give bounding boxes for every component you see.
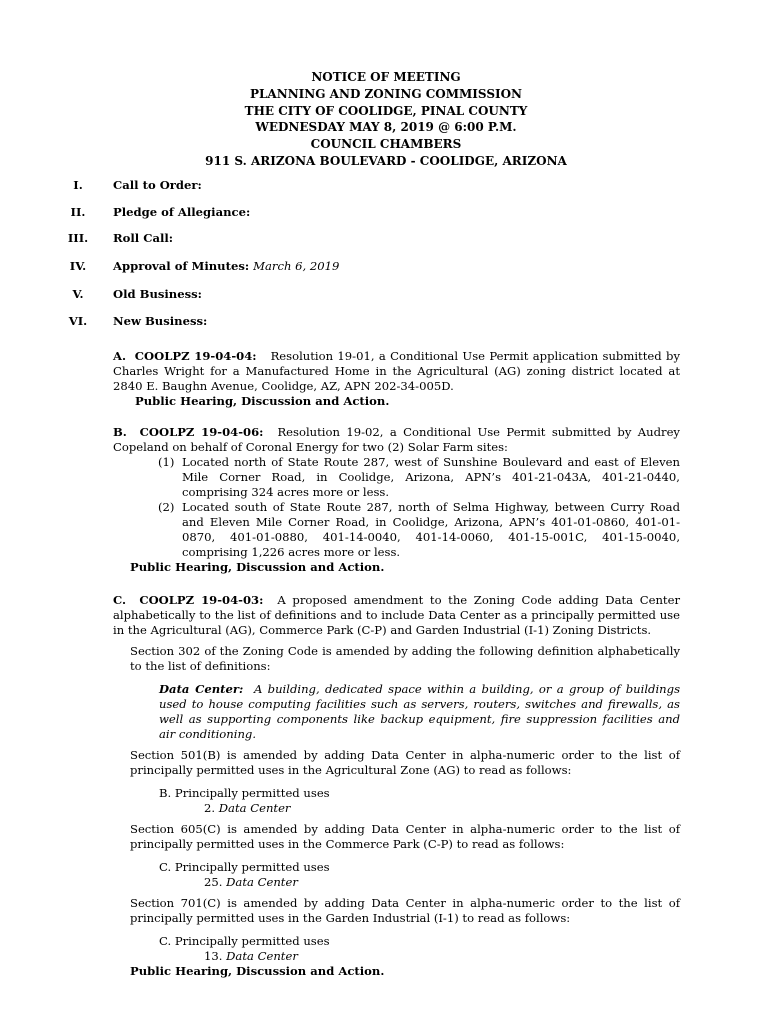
entry-value: Data Center	[226, 875, 298, 889]
item-letter: C.	[113, 593, 127, 607]
permitted-uses-label: C. Principally permitted uses	[159, 934, 330, 948]
item-description: A proposed amendment to the Zoning Code adding Data Center alphabetically to the list of definitions and to include Data Center as a principally permitted use in the Agricultural (AG), Commerce Park (C-P) and Garden Industrial (I-1) Zoning Districts.	[113, 593, 680, 637]
agenda-item-old-business	[0, 287, 770, 303]
entry-value: Data Center	[218, 801, 291, 815]
header-line-city: THE CITY OF COOLIDGE, PINAL COUNTY	[244, 103, 528, 118]
permitted-uses-label: C. Principally permitted uses	[159, 860, 330, 874]
data-center-definition	[159, 682, 680, 742]
business-item-a	[113, 349, 680, 409]
agenda-label	[113, 259, 339, 274]
header-line-venue: COUNCIL CHAMBERS	[310, 137, 462, 152]
site-description: Located north of State Route 287, west of Sunshine Boulevard and east of Eleven Mile Corner Road, in Coolidge, Arizona, APN’s 401-21-043A, 401-21-0440, comprising 324 acres more or less.	[182, 455, 680, 499]
item-code: COOLPZ 19-04-06:	[139, 425, 264, 439]
business-item-c-text	[113, 593, 680, 638]
section-302-text: Section 302 of the Zoning Code is amended by adding the following definition alphabetically to the list of definitions:	[130, 644, 680, 673]
header-line-notice: NOTICE OF MEETING	[311, 70, 461, 84]
agenda-item-approval-of-minutes	[0, 259, 770, 275]
agenda-label: Roll Call:	[113, 231, 174, 245]
agenda-item-new-business	[0, 314, 770, 330]
site-description: Located south of State Route 287, north of Selma Highway, between Curry Road and Eleven Mile Corner Road, in Coolidge, Arizona, APN’s 401-01-0860, 401-01-0870, 401-01-0880, 401-14-0040, 401-14-0060, 401-15-001C, 401-15-0040, comprising 1,226 acres more or less.	[182, 500, 680, 559]
solar-site-item	[158, 455, 680, 500]
agenda-item-roll-call	[0, 231, 770, 247]
item-action: Public Hearing, Discussion and Action.	[130, 560, 385, 574]
minutes-date: March 6, 2019	[253, 259, 340, 273]
agenda-label: New Business:	[113, 314, 208, 328]
item-action: Public Hearing, Discussion and Action.	[135, 394, 390, 408]
agenda-label: Call to Order:	[113, 178, 202, 192]
definition-term: Data Center:	[159, 682, 244, 696]
permitted-use-entry	[204, 949, 680, 964]
agenda-item-pledge	[0, 205, 770, 221]
site-number: (2)	[158, 500, 175, 514]
site-number: (1)	[158, 455, 175, 469]
solar-site-item	[158, 500, 680, 560]
section-701c-text: Section 701(C) is amended by adding Data Center in alpha-numeric order to the list of principally permitted uses in the Garden Industrial (I-1) to read as follows:	[130, 896, 680, 925]
solar-site-list	[158, 455, 680, 560]
agenda-label-text: Approval of Minutes:	[113, 259, 250, 273]
agenda-number: I.	[73, 178, 83, 192]
agenda-number: V.	[72, 287, 84, 301]
entry-number: 13.	[204, 949, 223, 963]
agenda-label: Pledge of Allegiance:	[113, 205, 251, 219]
item-description: Resolution 19-01, a Conditional Use Permit application submitted by Charles Wright for a Manufactured Home in the Agricultural (AG) zoning district located at 2840 E. Baughn Avenue, Coolidge, AZ, APN 202-34-005D.	[113, 349, 680, 393]
business-item-b	[113, 425, 680, 575]
header-line-date: WEDNESDAY MAY 8, 2019 @ 6:00 P.M.	[255, 120, 517, 135]
item-code: COOLPZ 19-04-03:	[139, 593, 264, 607]
agenda-item-call-to-order	[0, 178, 770, 194]
entry-number: 25.	[204, 875, 223, 889]
permitted-use-entry	[204, 875, 680, 890]
item-letter: A.	[113, 349, 127, 363]
definition-text: A building, dedicated space within a building, or a group of buildings used to house computing facilities such as servers, routers, switches and firewalls, as well as supporting components like backup equipment, fire suppression facilities and air conditioning.	[159, 682, 681, 741]
permitted-use-entry	[204, 801, 680, 816]
agenda-number: III.	[67, 231, 89, 245]
entry-number: 2.	[204, 801, 216, 815]
item-action: Public Hearing, Discussion and Action.	[130, 964, 385, 978]
item-code: COOLPZ 19-04-04:	[134, 349, 257, 363]
agenda-label: Old Business:	[113, 287, 202, 301]
entry-value: Data Center	[226, 949, 298, 963]
section-605c-text: Section 605(C) is amended by adding Data Center in alpha-numeric order to the list of principally permitted uses in the Commerce Park (C-P) to read as follows:	[130, 822, 680, 851]
section-501b-text: Section 501(B) is amended by adding Data Center in alpha-numeric order to the list of principally permitted uses in the Agricultural Zone (AG) to read as follows:	[130, 748, 680, 777]
header-line-address: 911 S. ARIZONA BOULEVARD - COOLIDGE, ARIZONA	[205, 153, 567, 168]
item-letter: B.	[113, 425, 127, 439]
business-item-a-text	[113, 349, 680, 394]
header-line-commission: PLANNING AND ZONING COMMISSION	[249, 86, 523, 101]
agenda-number: IV.	[69, 259, 87, 273]
agenda-number: VI.	[68, 314, 88, 328]
business-item-b-text	[113, 425, 680, 455]
permitted-uses-label: B. Principally permitted uses	[159, 786, 330, 800]
meeting-header	[200, 69, 572, 170]
agenda-number: II.	[70, 205, 86, 219]
item-description: Resolution 19-02, a Conditional Use Permit submitted by Audrey Copeland on behalf of Coronal Energy for two (2) Solar Farm sites:	[113, 425, 680, 454]
business-item-c	[113, 593, 680, 979]
